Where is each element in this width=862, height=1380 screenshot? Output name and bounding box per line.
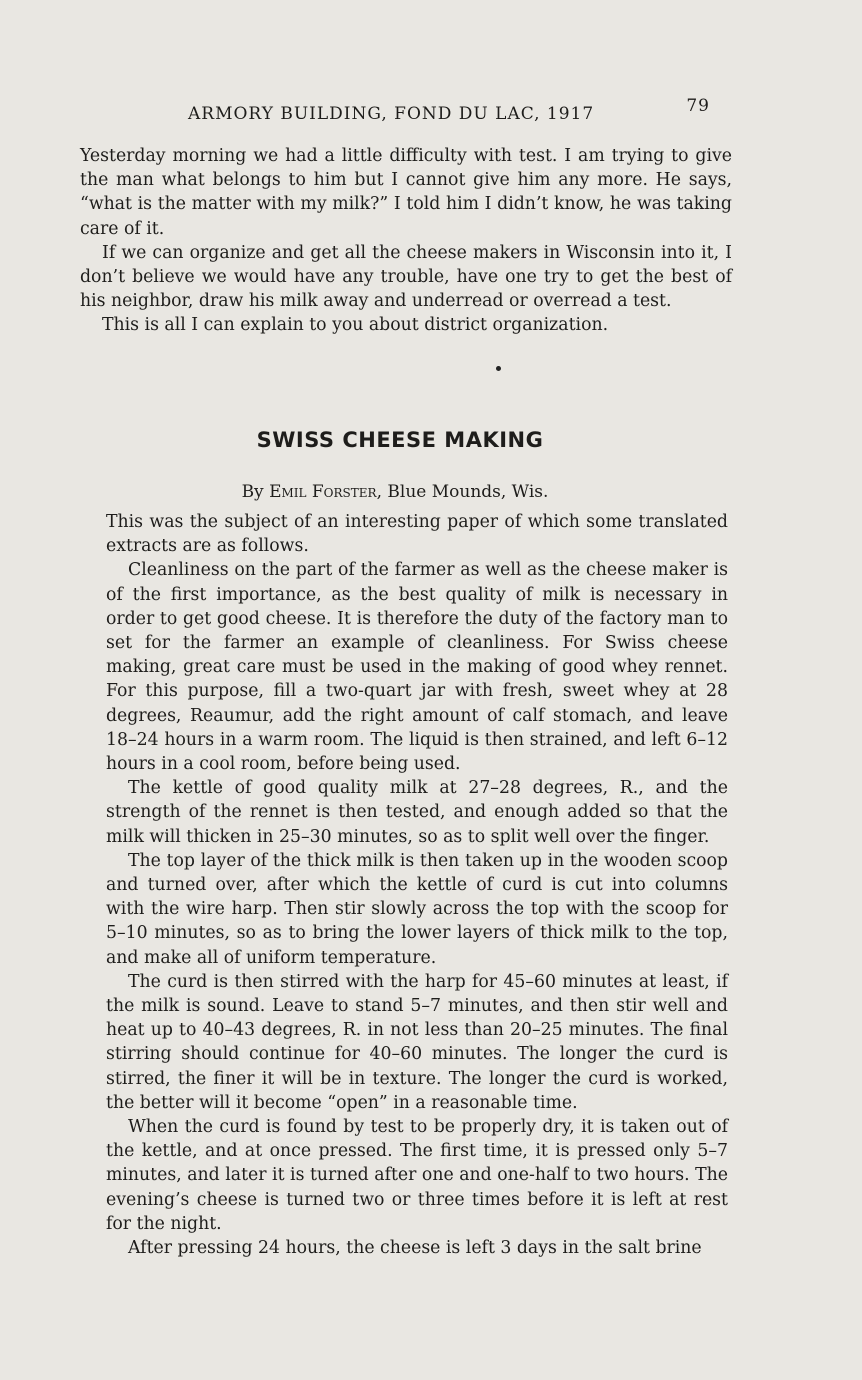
author-name: Emil Forster bbox=[269, 482, 377, 502]
article-title: SWISS CHEESE MAKING bbox=[256, 428, 544, 452]
district-organization-text bbox=[80, 144, 732, 338]
paragraph: After pressing 24 hours, the cheese is left 3 days in the salt brine bbox=[128, 1238, 702, 1259]
byline-prefix: By bbox=[241, 482, 264, 502]
page-number: 79 bbox=[686, 96, 710, 116]
paragraph: When the curd is found by test to be properly dry, it is taken out of the kettle, and at once pressed. The first time, it is pressed only 5–7 minutes, and later it is turned after one and one-half to two hours. The evening’s cheese is turned two or three times before it is left at rest for the night. bbox=[106, 1117, 728, 1234]
paragraph: This is all I can explain to you about district organization. bbox=[102, 315, 609, 336]
author-location: , Blue Mounds, Wis. bbox=[376, 482, 549, 502]
article-byline bbox=[0, 482, 790, 502]
section-separator-dot bbox=[496, 366, 501, 371]
paragraph: The kettle of good quality milk at 27–28 degrees, R., and the strength of the rennet is then tested, and enough added so that the milk will thicken in 25–30 minutes, so as to split well over the finger. bbox=[106, 778, 728, 847]
article-body bbox=[106, 510, 728, 1260]
running-title: ARMORY BUILDING, FOND DU LAC, 1917 bbox=[188, 104, 595, 124]
paragraph: Yesterday morning we had a little difficulty with test. I am trying to give the man what belongs to him but I cannot give him any more. He says, “what is the matter with my milk?” I told him I didn’t know, he was taking care of it. bbox=[80, 146, 732, 239]
paragraph: This was the subject of an interesting paper of which some translated extracts are as follows. bbox=[106, 512, 728, 557]
paragraph: The top layer of the thick milk is then taken up in the wooden scoop and turned over, after which the kettle of curd is cut into columns with the wire harp. Then stir slowly across the top with the scoop for 5–10 minutes, so as to bring the lower layers of thick milk to the top, and make all of uniform temperature. bbox=[106, 850, 728, 968]
paragraph: The curd is then stirred with the harp for 45–60 minutes at least, if the milk is sound. Leave to stand 5–7 minutes, and then stir well and heat up to 40–43 degrees, R. in not less than 20–25 minutes. The final stirring should continue for 40–60 minutes. The longer the curd is stirred, the finer it will be in texture. The longer the curd is worked, the better will it become “open” in a reasonable time. bbox=[106, 971, 728, 1113]
paragraph: Cleanliness on the part of the farmer as well as the cheese maker is of the first importance, as the best quality of milk is necessary in order to get good cheese. It is therefore the duty of the factory man to set for the farmer an example of cleanliness. For Swiss cheese making, great care must be used in the making of good whey rennet. For this purpose, fill a two-quart jar with fresh, sweet whey at 28 degrees, Reaumur, add the right amount of calf stomach, and leave 18–24 hours in a warm room. The liquid is then strained, and left 6–12 hours in a cool room, before being used. bbox=[106, 560, 728, 775]
paragraph: If we can organize and get all the cheese makers in Wisconsin into it, I don’t believe we would have any trouble, have one try to get the best of his neighbor, draw his milk away and underread or overread a test. bbox=[80, 242, 732, 312]
